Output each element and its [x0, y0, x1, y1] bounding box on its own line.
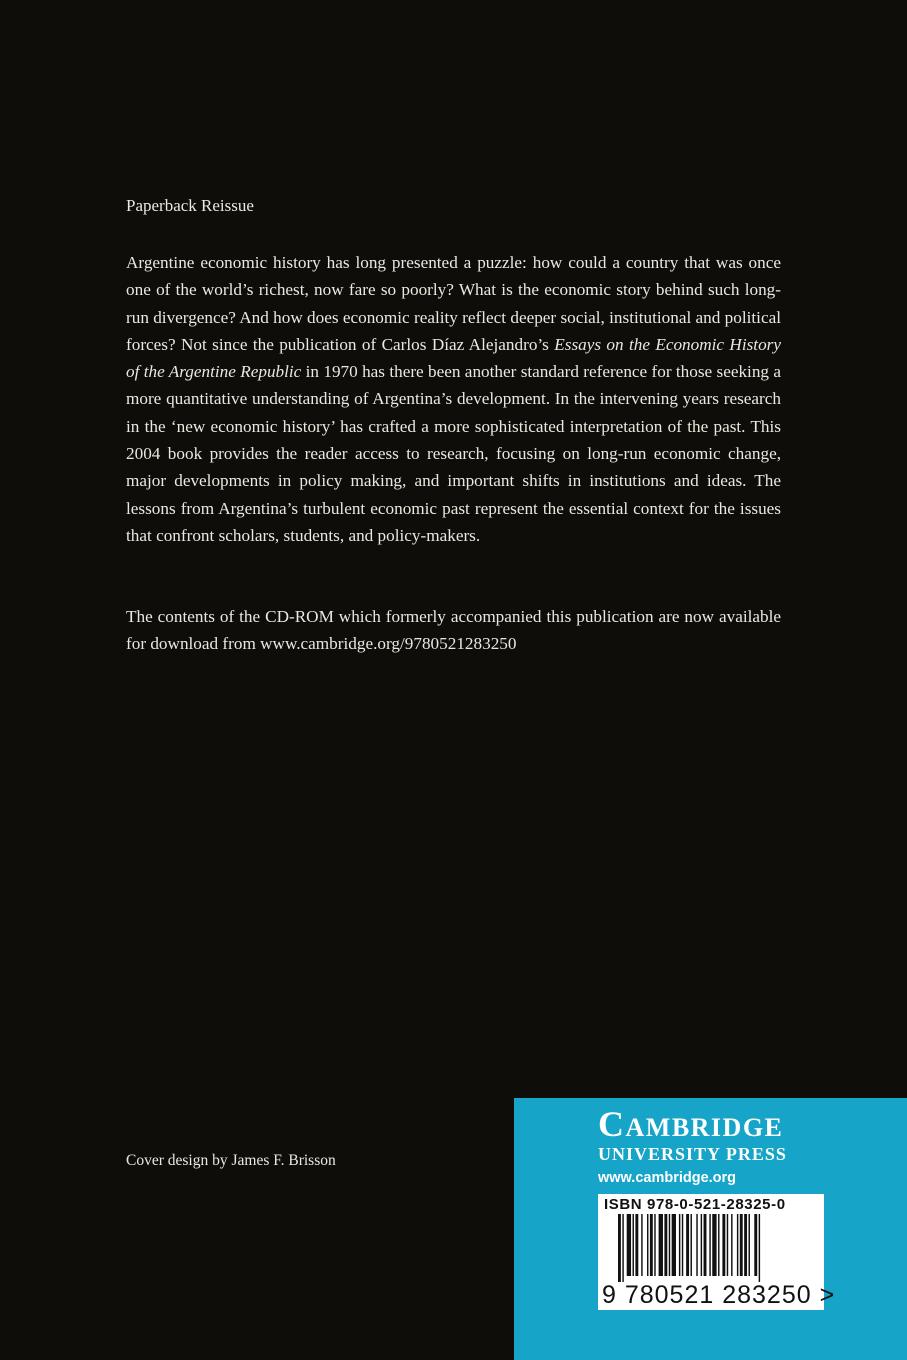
publisher-name-rest: AMBRIDGE — [625, 1113, 784, 1142]
barcode-bar — [654, 1214, 655, 1276]
barcode-bar — [696, 1214, 697, 1276]
barcode-bar — [647, 1214, 648, 1276]
barcode-bar — [635, 1214, 638, 1276]
barcode-bar — [731, 1214, 732, 1276]
barcode-bar — [679, 1214, 680, 1276]
blurb-part-2: in 1970 has there been another standard reference for those seeking a more quantitative understanding of Argentina’s development. In the intervening years research in the ‘new economic history’ has crafted a more sophisticated interpretation of the past. This 2004 book provides the reader access to research, focusing on long-run economic change, major developments in policy making, and important shifts in institutions and ideas. The lessons from Argentina’s turbulent economic past represent the essential context for the issues that confront scholars, students, and policy-makers. — [126, 362, 781, 545]
edition-label: Paperback Reissue — [126, 196, 254, 215]
barcode-bar — [718, 1214, 719, 1276]
barcode-bar — [672, 1214, 676, 1276]
barcode — [598, 1194, 836, 1310]
barcode-bar — [659, 1214, 663, 1276]
barcode-bar — [669, 1214, 670, 1276]
blurb-part-1: Argentine economic history has long presented a puzzle: how could a country that was once one of the world’s richest, now fare so poorly? What is the economic story behind such long-run divergence? And how does economic reality reflect deeper social, institutional and political forces? Not since the publication of Carlos Díaz Alejandro’s — [126, 253, 781, 354]
barcode-bar — [712, 1214, 716, 1276]
barcode-bar — [740, 1214, 743, 1276]
barcode-bars — [618, 1214, 808, 1282]
barcode-bar — [704, 1214, 707, 1276]
barcode-digits: 9 780521 283250 > — [602, 1281, 836, 1309]
barcode-bar — [618, 1214, 621, 1282]
referenced-book-title: Essays on the Economic History of the Argentine Republic — [126, 334, 781, 382]
barcode-bar — [633, 1214, 634, 1276]
barcode-bar — [759, 1214, 760, 1282]
barcode-bar — [744, 1214, 747, 1276]
publisher-subname: UNIVERSITY PRESS — [598, 1144, 787, 1164]
barcode-bar — [682, 1214, 683, 1276]
publisher-block — [514, 1098, 907, 1360]
barcode-bar — [627, 1214, 631, 1276]
isbn-number: ISBN 978-0-521-28325-0 — [604, 1196, 786, 1213]
publisher-name — [598, 1106, 783, 1142]
book-blurb — [126, 249, 781, 549]
barcode-bar — [709, 1214, 710, 1276]
barcode-bar — [641, 1214, 642, 1276]
barcode-bar — [701, 1214, 702, 1276]
barcode-bar — [691, 1214, 692, 1276]
barcode-bar — [664, 1214, 667, 1276]
publisher-name-initial: C — [598, 1104, 626, 1144]
cdrom-note: The contents of the CD-ROM which formerly accompanied this publication are now available for download from www.cambridge.org/9780521283250 — [126, 607, 781, 654]
barcode-bar — [737, 1214, 738, 1276]
cover-credit: Cover design by James F. Brisson — [126, 1152, 336, 1169]
barcode-bar — [749, 1214, 750, 1276]
barcode-bar — [754, 1214, 757, 1276]
barcode-bar — [686, 1214, 689, 1276]
barcode-bar — [622, 1214, 623, 1282]
barcode-bar — [727, 1214, 728, 1276]
publisher-url: www.cambridge.org — [598, 1170, 737, 1186]
barcode-bar — [650, 1214, 653, 1276]
barcode-bar — [722, 1214, 725, 1276]
